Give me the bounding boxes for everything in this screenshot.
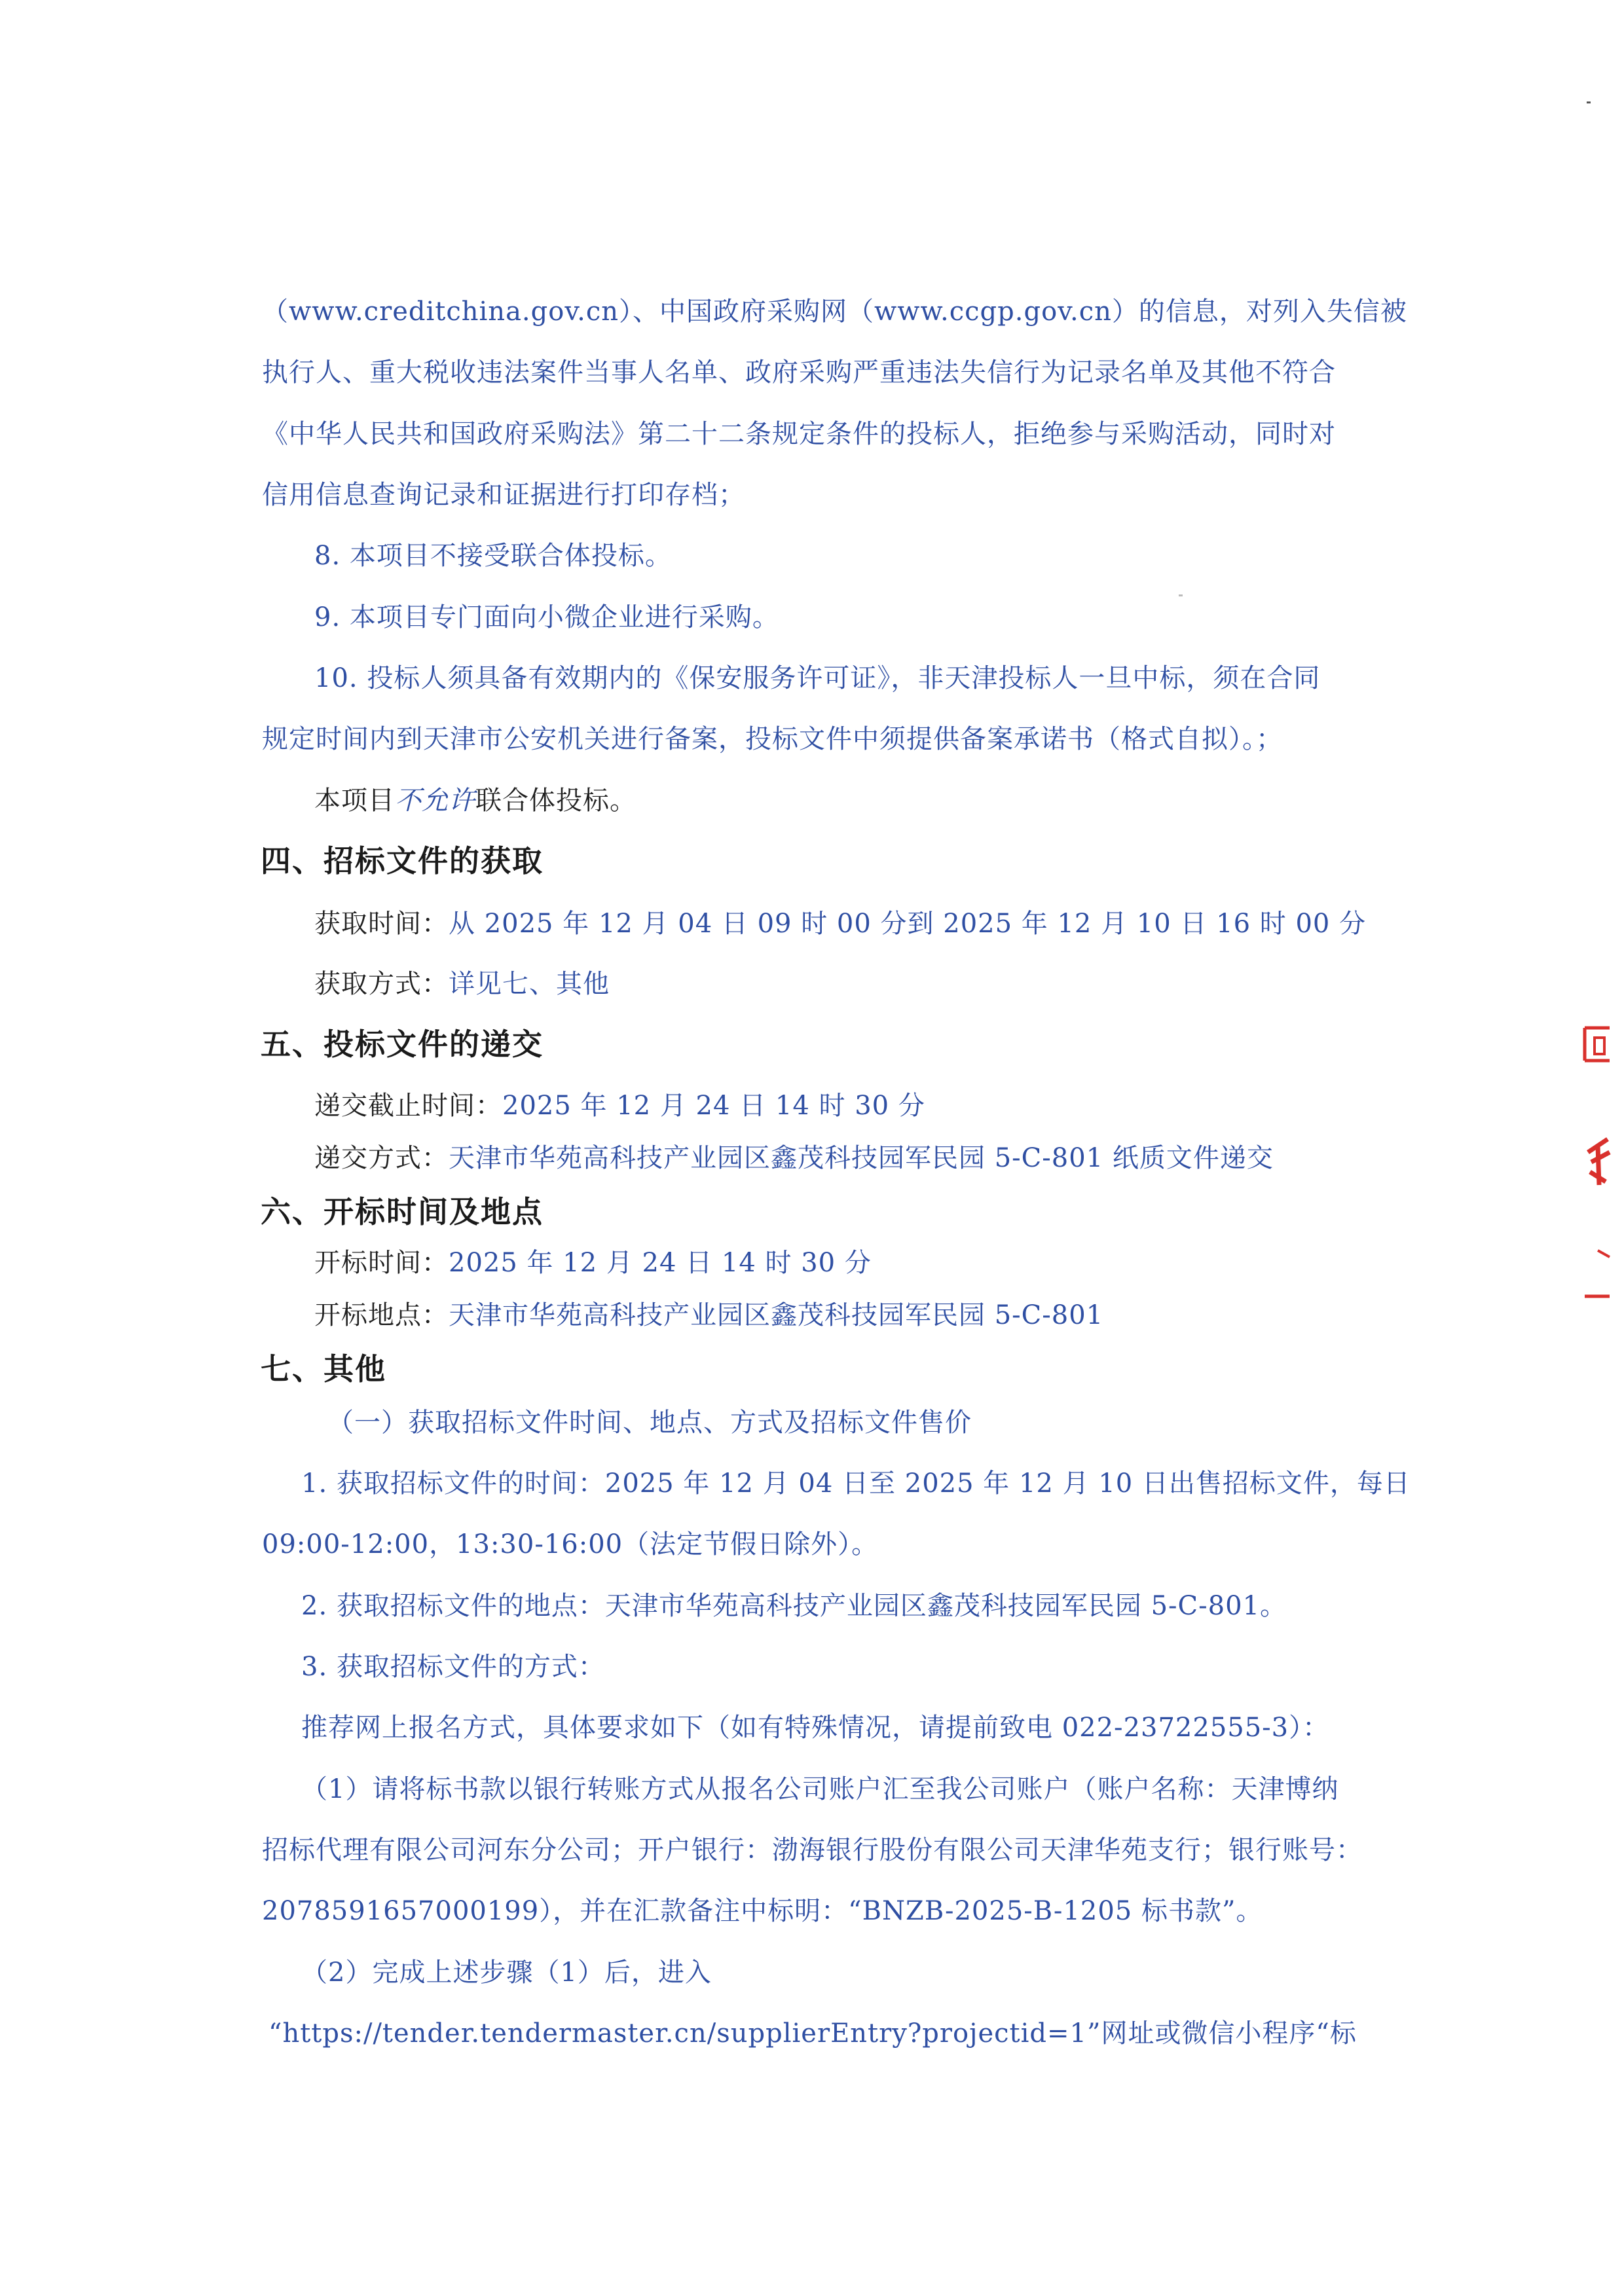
submit-method-value: 天津市华苑高科技产业园区鑫茂科技园军民园 5-C-801 纸质文件递交 bbox=[449, 1143, 1274, 1173]
opening-time-value: 2025 年 12 月 24 日 14 时 30 分 bbox=[449, 1248, 872, 1278]
obtain-time-value: 从 2025 年 12 月 04 日 09 时 00 分到 2025 年 12 月 10 日 16 时 00 分 bbox=[449, 909, 1367, 939]
obtain-method-label: 获取方式： bbox=[314, 969, 449, 999]
section-4-time bbox=[314, 907, 1366, 941]
section-7-heading: 七、其他 bbox=[261, 1351, 386, 1387]
consortium-emphasis: 不允许 bbox=[395, 786, 475, 816]
section-7-p4: 推荐网上报名方式，具体要求如下（如有特殊情况，请提前致电 022-23722555-3）： bbox=[301, 1713, 1330, 1743]
section-7-p3: 3. 获取招标文件的方式： bbox=[301, 1652, 605, 1682]
section-7-sub-1: （一）获取招标文件时间、地点、方式及招标文件售价 bbox=[327, 1408, 972, 1438]
body-line-2: 执行人、重大税收违法案件当事人名单、政府采购严重违法失信行为记录名单及其他不符合 bbox=[262, 357, 1336, 388]
submit-deadline-label: 递交截止时间： bbox=[314, 1091, 502, 1121]
consortium-suffix: 联合体投标。 bbox=[475, 786, 637, 816]
section-7-p5c: 2078591657000199），并在汇款备注中标明：“BNZB-2025-B-1205 标书款”。 bbox=[262, 1896, 1263, 1926]
section-5-method bbox=[314, 1141, 1274, 1175]
consortium-prefix: 本项目 bbox=[314, 786, 395, 816]
section-7-p7: “https://tender.tendermaster.cn/supplierEntry?projectid=1”网址或微信小程序“标 bbox=[268, 2018, 1357, 2049]
obtain-method-value: 详见七、其他 bbox=[449, 969, 610, 999]
section-7-p6: （2）完成上述步骤（1）后，进入 bbox=[301, 1958, 712, 1988]
section-7-p2: 2. 获取招标文件的地点：天津市华苑高科技产业园区鑫茂科技园军民园 5-C-801。 bbox=[301, 1591, 1287, 1621]
opening-place-label: 开标地点： bbox=[314, 1300, 449, 1330]
body-line-item-10-cont: 规定时间内到天津市公安机关进行备案，投标文件中须提供备案承诺书（格式自拟）。； bbox=[262, 724, 1283, 754]
submit-deadline-value: 2025 年 12 月 24 日 14 时 30 分 bbox=[502, 1091, 925, 1121]
obtain-time-label: 获取时间： bbox=[314, 909, 449, 939]
opening-place-value: 天津市华苑高科技产业园区鑫茂科技园军民园 5-C-801 bbox=[449, 1300, 1104, 1330]
body-line-3: 《中华人民共和国政府采购法》第二十二条规定条件的投标人，拒绝参与采购活动，同时对 bbox=[262, 419, 1336, 449]
submit-method-label: 递交方式： bbox=[314, 1143, 449, 1173]
opening-time-label: 开标时间： bbox=[314, 1248, 449, 1278]
section-4-heading: 四、招标文件的获取 bbox=[261, 843, 544, 879]
section-7-p1a: 1. 获取招标文件的时间：2025 年 12 月 04 日至 2025 年 12 月 10 日出售招标文件，每日 bbox=[301, 1468, 1411, 1499]
scan-mark bbox=[1587, 101, 1591, 103]
section-6-time bbox=[314, 1246, 872, 1280]
section-7-p1b: 09:00-12:00，13:30-16:00（法定节假日除外）。 bbox=[262, 1529, 879, 1559]
section-6-heading: 六、开标时间及地点 bbox=[261, 1194, 544, 1230]
section-7-p5a: （1）请将标书款以银行转账方式从报名公司账户汇至我公司账户（账户名称：天津博纳 bbox=[301, 1774, 1339, 1804]
consortium-statement bbox=[314, 784, 637, 818]
seal-stamp-fragment bbox=[1559, 1021, 1611, 1322]
section-4-method bbox=[314, 967, 610, 1001]
body-line-item-10: 10. 投标人须具备有效期内的《保安服务许可证》，非天津投标人一旦中标，须在合同 bbox=[314, 663, 1321, 693]
section-5-deadline bbox=[314, 1089, 925, 1123]
body-line-4: 信用信息查询记录和证据进行打印存档； bbox=[262, 480, 745, 510]
scan-mark bbox=[1179, 594, 1183, 596]
body-line-item-8: 8. 本项目不接受联合体投标。 bbox=[314, 541, 672, 571]
section-6-place bbox=[314, 1298, 1103, 1332]
body-line-1: （www.creditchina.gov.cn）、中国政府采购网（www.ccgp.gov.cn）的信息，对列入失信被 bbox=[262, 297, 1407, 327]
section-7-p5b: 招标代理有限公司河东分公司；开户银行：渤海银行股份有限公司天津华苑支行；银行账号： bbox=[262, 1835, 1363, 1865]
body-line-item-9: 9. 本项目专门面向小微企业进行采购。 bbox=[314, 602, 779, 632]
section-5-heading: 五、投标文件的递交 bbox=[261, 1027, 544, 1062]
